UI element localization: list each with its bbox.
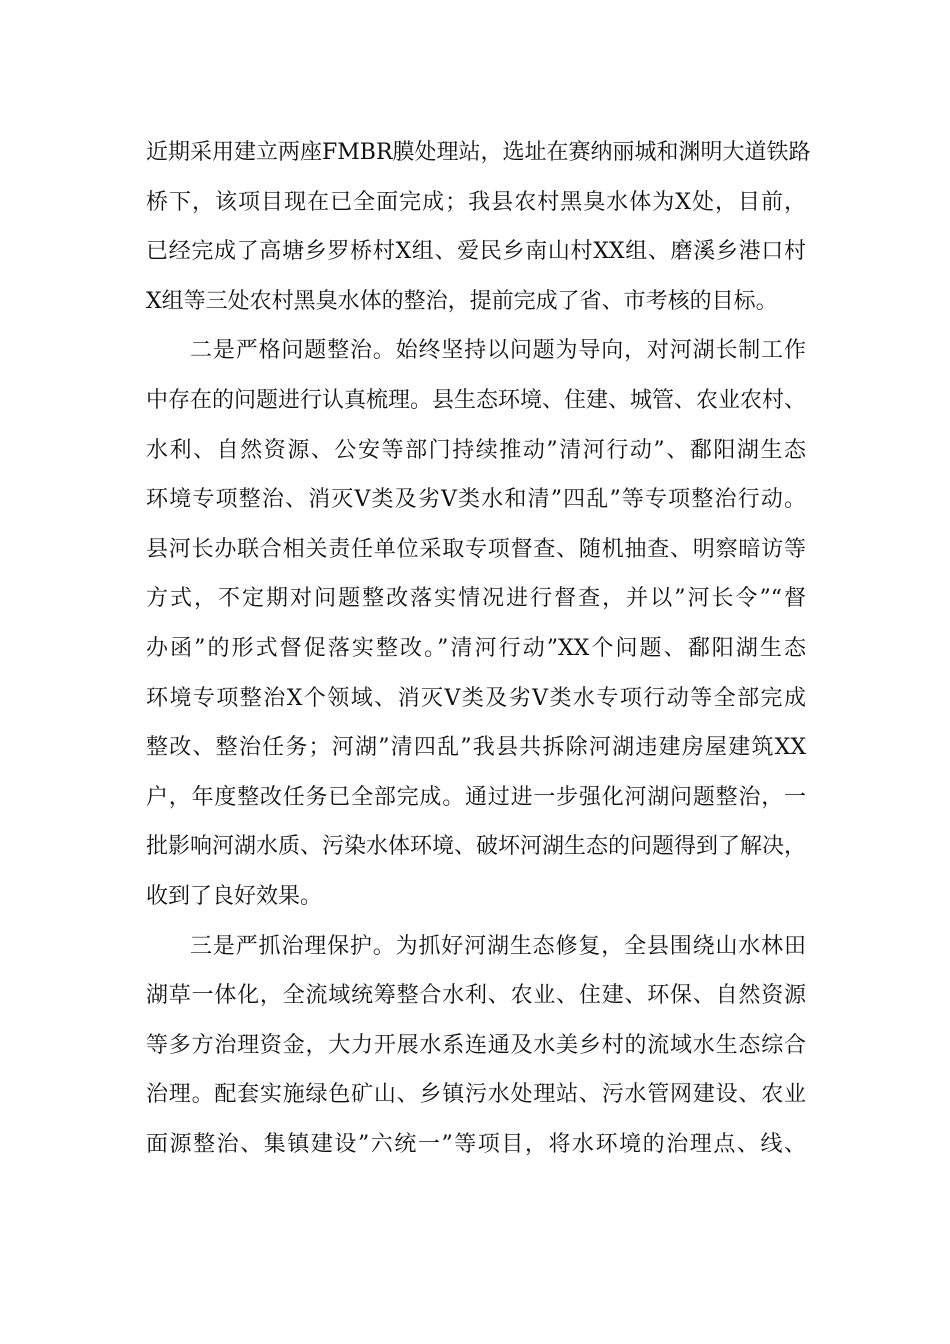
text-line: X组等三处农村黑臭水体的整治，提前完成了省、市考核的目标。 [146,288,778,314]
text-line: 批影响河湖水质、污染水体环境、破坏河湖生态的问题得到了解决， [146,834,807,860]
text-line: 桥下，该项目现在已全面完成；我县农村黑臭水体为X处，目前， [146,189,806,215]
text-line: 环境专项整治、消灭Ⅴ类及劣Ⅴ类水和清”四乱”等专项整治行动。 [146,487,806,513]
body-text [146,128,811,1169]
paragraph-governance-protection [146,922,806,1170]
text-line: 面源整治、集镇建设”六统一”等项目，将水环境的治理点、线、 [146,1131,806,1157]
text-line: 环境专项整治X个领域、消灭Ⅴ类及劣Ⅴ类水专项行动等全部完成 [146,685,806,711]
text-line: 治理。配套实施绿色矿山、乡镇污水处理站、污水管网建设、农业 [146,1082,806,1108]
paragraph-problem-rectification [146,326,806,921]
text-line: 中存在的问题进行认真梳理。县生态环境、住建、城管、农业农村、 [146,387,807,413]
text-line: 等多方治理资金，大力开展水系连通及水美乡村的流域水生态综合 [146,1032,806,1058]
text-line: 办函”的形式督促落实整改。”清河行动”XX个问题、鄱阳湖生态 [146,635,806,661]
text-line: 近期采用建立两座FMBR膜处理站，选址在赛纳丽城和渊明大道铁路 [146,140,811,165]
text-line: 水利、自然资源、公安等部门持续推动”清河行动”、鄱阳湖生态 [146,437,806,463]
paragraph-project-completion [146,128,811,326]
text-line: 湖草一体化，全流域统筹整合水利、农业、住建、环保、自然资源 [146,983,806,1009]
text-line: 方式，不定期对问题整改落实情况进行督查，并以”河长令”“督 [146,586,806,612]
text-line: 户，年度整改任务已全部完成。通过进一步强化河湖问题整治，一 [146,784,806,810]
text-line: 三是严抓治理保护。为抓好河湖生态修复，全县围绕山水林田 [190,933,806,959]
text-line: 整改、整治任务；河湖”清四乱”我县共拆除河湖违建房屋建筑XX [146,735,806,761]
text-line: 县河长办联合相关责任单位采取专项督查、随机抽查、明察暗访等 [146,536,806,562]
text-line: 收到了良好效果。 [146,883,323,909]
text-line: 已经完成了高塘乡罗桥村X组、爱民乡南山村XX组、磨溪乡港口村 [146,239,806,265]
text-line: 二是严格问题整治。始终坚持以问题为导向，对河湖长制工作 [190,338,806,364]
